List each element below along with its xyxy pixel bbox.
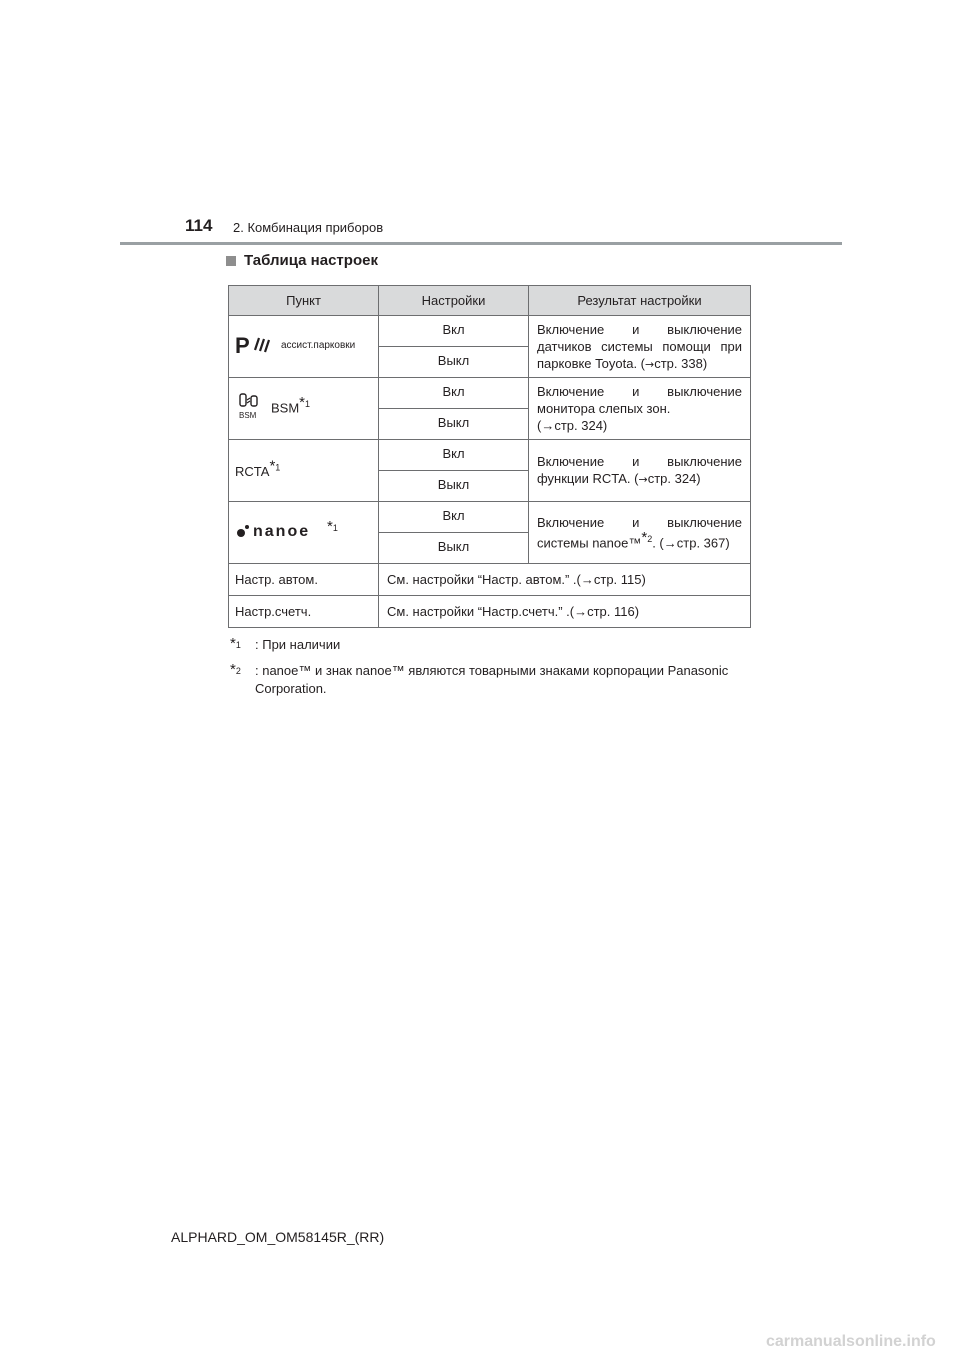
table-row xyxy=(229,564,751,596)
page-number: 114 xyxy=(185,216,213,235)
section-title xyxy=(226,252,378,269)
result-cell: См. настройки “Настр.счетч.” .(→стр. 116) xyxy=(379,596,751,628)
item-cell xyxy=(229,440,379,502)
setting-on: Вкл xyxy=(379,440,529,471)
table-row xyxy=(229,316,751,347)
column-header-result: Результат настройки xyxy=(529,286,751,316)
setting-off: Выкл xyxy=(379,471,529,502)
footnote: *$^2$ : nanoe™ и знак nanoe™ являются товарными знаками корпорации Panasonic Corporation. xyxy=(230,661,729,697)
header-rule xyxy=(120,242,842,245)
item-label: RCTA*$^1$ xyxy=(235,457,281,479)
result-cell: Включение и выключение системы nanoe™*$^2$. (→стр. 367) xyxy=(529,502,751,564)
footnotes xyxy=(230,636,775,702)
item-cell xyxy=(229,316,379,378)
document-code: ALPHARD_OM_OM58145R_(RR) xyxy=(171,1229,385,1245)
section-title-text: Таблица настроек xyxy=(244,252,378,269)
item-label: Настр.счетч. xyxy=(229,596,379,628)
result-cell: Включение и выключение функции RCTA. (→стр. 324) xyxy=(529,440,751,502)
table-row xyxy=(229,596,751,628)
nanoe-item xyxy=(235,517,338,541)
item-label: ассист.парковки xyxy=(281,339,356,351)
item-cell xyxy=(229,502,379,564)
parking-assist-icon xyxy=(235,334,273,356)
setting-on: Вкл xyxy=(379,378,529,409)
item-label: Настр. автом. xyxy=(229,564,379,596)
setting-off: Выкл xyxy=(379,533,529,564)
bsm-icon xyxy=(235,392,263,422)
item-label: BSM*$^1$ xyxy=(271,393,311,416)
result-cell: См. настройки “Настр. автом.” .(→стр. 115) xyxy=(379,564,751,596)
square-bullet-icon xyxy=(226,256,236,266)
footnote: *$^1$ : При наличии xyxy=(230,635,341,652)
bsm-item xyxy=(235,392,310,422)
svg-text:nanoe: nanoe xyxy=(253,523,311,540)
item-cell xyxy=(229,378,379,440)
item-note: *$^1$ xyxy=(327,517,338,535)
setting-on: Вкл xyxy=(379,502,529,533)
parking-assist-item xyxy=(235,334,355,356)
nanoe-logo-icon xyxy=(235,521,327,541)
svg-text:P: P xyxy=(235,334,250,356)
table-row xyxy=(229,440,751,471)
column-header-settings: Настройки xyxy=(379,286,529,316)
table-header-row xyxy=(229,286,751,316)
result-cell: Включение и выключение монитора слепых зон. (→стр. 324) xyxy=(529,378,751,440)
table-row xyxy=(229,378,751,409)
column-header-item: Пункт xyxy=(229,286,379,316)
chapter-title: 2. Комбинация приборов xyxy=(233,220,384,235)
setting-off: Выкл xyxy=(379,409,529,440)
setting-on: Вкл xyxy=(379,316,529,347)
result-cell: Включение и выключение датчиков системы помощи при парковке Toyota. (→стр. 338) xyxy=(529,316,751,378)
settings-table xyxy=(228,285,751,628)
setting-off: Выкл xyxy=(379,347,529,378)
watermark: carmanualsonline.info xyxy=(766,1333,936,1350)
table-row xyxy=(229,502,751,533)
svg-text:BSM: BSM xyxy=(239,411,257,420)
